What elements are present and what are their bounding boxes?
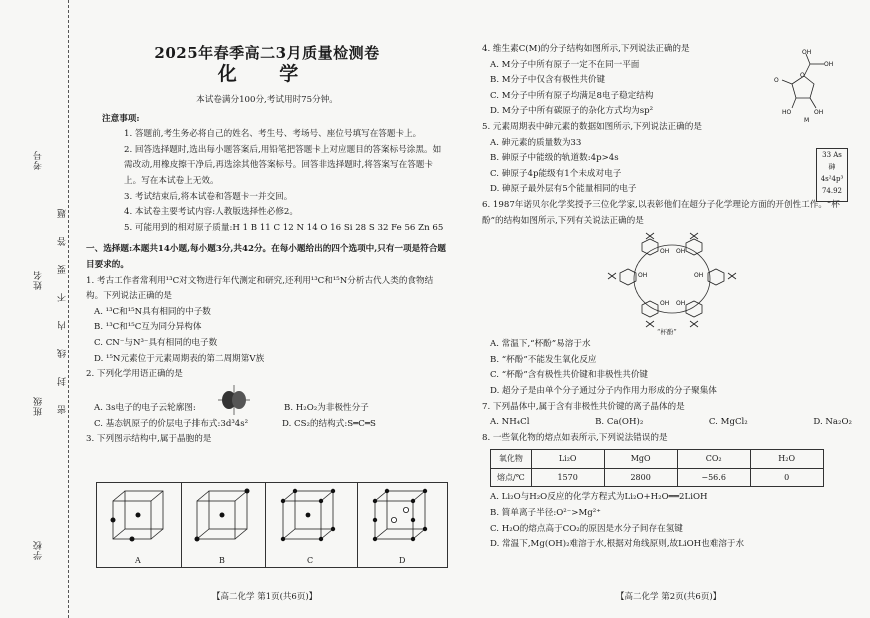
- exam-no-label: 考号: [34, 150, 44, 170]
- element-symbol: 33 As: [822, 151, 842, 159]
- cube-d-icon: [357, 483, 447, 553]
- q1-option-b: B. ¹³C和¹⁵C互为同分异构体: [94, 322, 202, 333]
- q7-option-d: D. Na₂O₂: [813, 417, 852, 428]
- atom-label: O: [774, 77, 779, 84]
- q8-option-b: B. 简单离子半径:O²⁻>Mg²⁺: [490, 508, 601, 519]
- q4-option-c: C. M分子中所有原子均满足8电子稳定结构: [490, 90, 654, 101]
- q3-label-b: B: [219, 556, 225, 565]
- cube-a-icon: [97, 483, 181, 553]
- note-item: 3. 考试结束后,将本试卷和答题卡一并交回。: [124, 191, 293, 202]
- q3-cell-c: [265, 483, 358, 567]
- atom-label: O: [800, 72, 805, 79]
- q2-option-a: A. 3s电子的电子云轮廓图:: [94, 403, 196, 414]
- atom-label: OH: [814, 109, 824, 116]
- seal-char: 密: [58, 404, 68, 414]
- q4-option-a: A. M分子中所有原子一定不在同一平面: [490, 59, 640, 70]
- element-mass: 74.92: [821, 187, 843, 195]
- q4-stem: 4. 维生素C(M)的分子结构如图所示,下列说法正确的是: [482, 44, 690, 54]
- q7-option-a: A. NH₄Cl: [490, 417, 530, 428]
- atom-label: HO: [782, 109, 792, 116]
- q4-option-b: B. M分子中仅含有极性共价键: [490, 75, 606, 86]
- q8-option-d: D. 常温下,Mg(OH)₂难溶于水,根据对角线原则,故LiOH也难溶于水: [490, 539, 745, 550]
- q2-row1: [86, 383, 448, 417]
- table-cell: −56.6: [677, 468, 750, 487]
- q6-option-d: D. 超分子是由单个分子通过分子内作用力形成的分子聚集体: [490, 385, 717, 396]
- q6-figure-label: “杯酚”: [657, 328, 677, 337]
- q4-option-d: D. M分子中所有碳原子的杂化方式均为sp²: [490, 106, 654, 117]
- table-cell: H₂O: [750, 450, 823, 469]
- note-item: 2. 回答选择题时,选出每小题答案后,用铅笔把答题卡上对应题目的答案标号涂黑。如需改动,用橡皮擦干净后,再选涂其他答案标号。回答非选择题时,将答案写在答题卡上。写在本试卷上无效。: [124, 144, 442, 186]
- table-cell: 氧化物: [491, 450, 532, 469]
- oh-label: OH: [694, 272, 704, 280]
- seal-char: 答: [58, 236, 68, 246]
- note-item: 1. 答题前,考生务必将自己的姓名、考生号、考场号、座位号填写在答题卡上。: [124, 129, 422, 140]
- q6-option-b: B. “杯酚”不能发生氧化反应: [490, 354, 597, 365]
- q5-option-c: C. 砷原子4p能级有1个未成对电子: [490, 168, 622, 179]
- q6-stem: 6. 1987年诺贝尔化学奖授予三位化学家,以表彰他们在超分子化学理论方面的开创性工作。“杯酚”的结构如图所示,下列有关说法正确的是: [482, 199, 840, 226]
- q6-option-a: A. 常温下,“杯酚”易溶于水: [490, 339, 591, 350]
- table-cell: 1570: [531, 468, 604, 487]
- seal-char: 线: [58, 348, 68, 358]
- seal-char: 不: [58, 292, 68, 302]
- q7-option-c: C. MgCl₂: [708, 417, 748, 428]
- table-cell: 熔点/℃: [491, 468, 532, 487]
- q3-cell-b: [181, 483, 266, 567]
- q2-row2: [86, 417, 448, 433]
- table-cell: 2800: [604, 468, 677, 487]
- q1-option-c: C. CN⁻与N³⁻具有相同的电子数: [94, 337, 218, 348]
- atom-label: OH: [802, 49, 812, 56]
- q2-option-c: C. 基态钒原子的价层电子排布式:3d³4s²: [94, 418, 249, 429]
- q5-option-d: D. 砷原子最外层有5个能量相同的电子: [490, 184, 637, 195]
- table-header-row: [491, 450, 824, 469]
- q1-option-d: D. ¹⁵N元素位于元素周期表的第二周期第Ⅴ族: [94, 353, 265, 364]
- q3-cell-a: [97, 483, 182, 567]
- q8-option-a: A. Li₂O与H₂O反应的化学方程式为Li₂O+H₂O══2LiOH: [490, 492, 708, 503]
- q2-option-b: B. H₂O₂为非极性分子: [284, 403, 369, 414]
- q3-label-a: A: [135, 556, 141, 565]
- exam-title: 2025年春季高二3月质量检测卷: [154, 44, 380, 62]
- q2-option-d: D. CS₂的结构式:S═C═S: [282, 418, 376, 429]
- seal-char: 题: [58, 208, 68, 218]
- q8-stem: 8. 一些氧化物的熔点如表所示,下列说法错误的是: [482, 432, 668, 443]
- subject-title: 化 学: [217, 63, 317, 85]
- q7-options: [482, 415, 852, 431]
- orbital-icon: [214, 383, 254, 417]
- oh-label: OH: [676, 300, 686, 308]
- q1-option-a: A. ¹³C和¹⁵N具有相同的中子数: [94, 306, 211, 317]
- table-row: [491, 468, 824, 487]
- q2-stem: 2. 下列化学用语正确的是: [86, 369, 183, 380]
- table-cell: Li₂O: [531, 450, 604, 469]
- arsenic-element-box: [816, 148, 848, 202]
- notes-heading: 注意事项:: [102, 113, 140, 124]
- q5-option-b: B. 砷原子中能级的轨道数:4p>4s: [490, 153, 619, 164]
- school-label: 学校: [34, 540, 44, 560]
- q6-figure: [482, 229, 852, 337]
- element-config: 4s²4p³: [820, 175, 844, 183]
- note-item: 4. 本试卷主要考试内容:人教版选择性必修2。: [124, 207, 298, 218]
- q6-option-c: C. “杯酚”含有极性共价键和非极性共价键: [490, 370, 649, 381]
- seal-line: [68, 0, 69, 618]
- q3-cell-d: [357, 483, 447, 567]
- atom-label: OH: [824, 61, 834, 68]
- left-page: [86, 44, 448, 448]
- oh-label: OH: [676, 248, 686, 256]
- name-label: 姓名: [34, 270, 44, 290]
- q3-label-d: D: [399, 556, 406, 565]
- table-cell: 0: [750, 468, 823, 487]
- binding-strip: [0, 0, 78, 618]
- oh-label: OH: [660, 300, 670, 308]
- seal-char: 要: [58, 264, 68, 274]
- q3-stem: 3. 下列图示结构中,属于晶胞的是: [86, 434, 212, 445]
- q5-option-a: A. 砷元素的质量数为33: [490, 137, 582, 148]
- seal-char: 封: [58, 376, 68, 386]
- calixarene-icon: [602, 229, 742, 333]
- element-name: 砷: [828, 163, 836, 171]
- cube-c-icon: [265, 483, 357, 553]
- molecule-label: M: [804, 117, 810, 124]
- section-heading: 一、选择题:本题共14小题,每小题3分,共42分。在每小题给出的四个选项中,只有一项是符合题目要求的。: [86, 244, 447, 270]
- melting-point-table: [490, 449, 824, 487]
- score-line: 本试卷满分100分,考试用时75分钟。: [196, 95, 338, 105]
- q7-option-b: B. Ca(OH)₂: [595, 417, 644, 428]
- oh-label: OH: [638, 272, 648, 280]
- q3-label-c: C: [307, 556, 314, 565]
- q7-stem: 7. 下列晶体中,属于含有非极性共价键的离子晶体的是: [482, 401, 685, 412]
- cube-b-icon: [181, 483, 265, 553]
- note-item: 5. 可能用到的相对原子质量:H 1 B 11 C 12 N 14 O 16 Si 28 S 32 Fe 56 Zn 65: [124, 222, 444, 233]
- footer-right: 【高二化学 第2页(共6页)】: [616, 592, 722, 602]
- vitamin-c-structure-icon: [770, 46, 850, 124]
- q8-option-c: C. H₂O的熔点高于CO₂的原因是水分子间存在氢键: [490, 523, 683, 534]
- footer-left: 【高二化学 第1页(共6页)】: [212, 592, 318, 602]
- class-label: 班级: [34, 396, 44, 416]
- q5-stem: 5. 元素周期表中砷元素的数据如图所示,下列说法正确的是: [482, 121, 702, 132]
- table-cell: CO₂: [677, 450, 750, 469]
- seal-char: 内: [58, 320, 68, 330]
- q1-stem: 1. 考古工作者常利用¹³C对文物进行年代测定和研究,还利用¹³C和¹⁵N分析古代人类的食物结构。下列说法正确的是: [86, 275, 434, 302]
- oh-label: OH: [660, 248, 670, 256]
- table-cell: MgO: [604, 450, 677, 469]
- q3-figure-strip: [96, 482, 448, 568]
